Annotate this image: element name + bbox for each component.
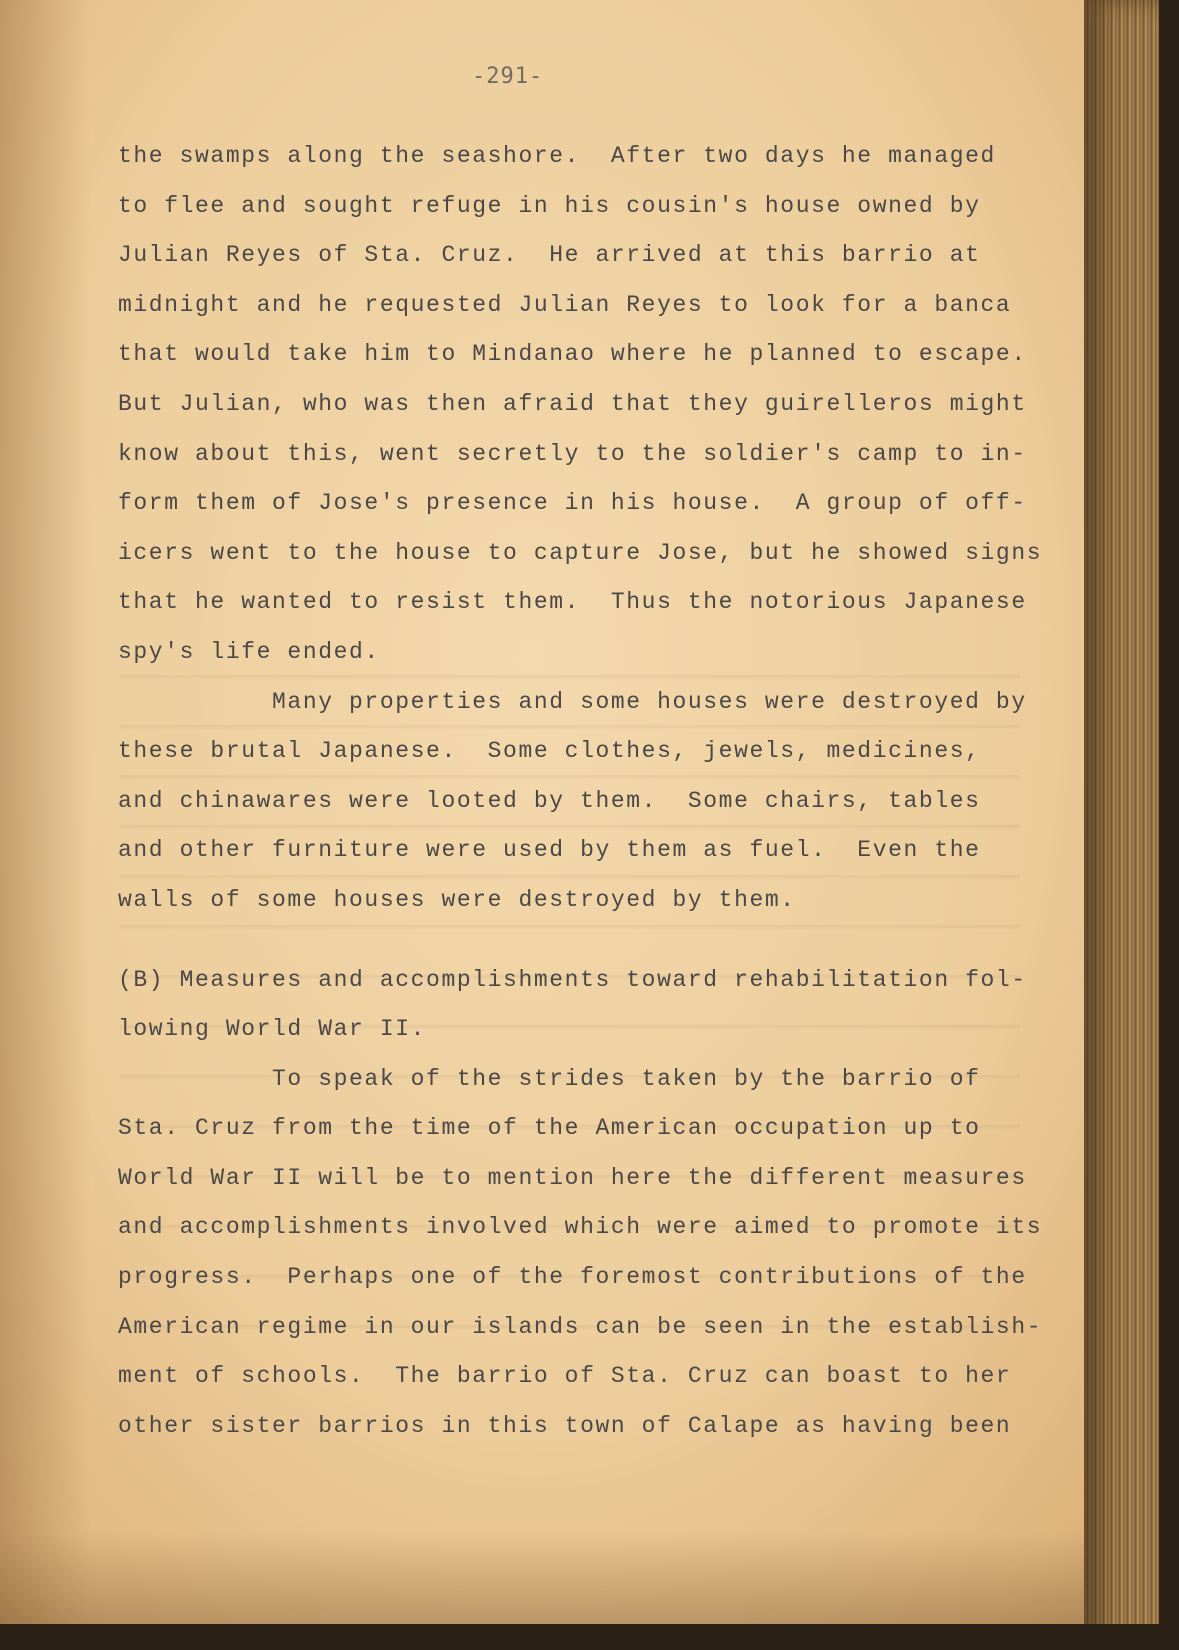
text-line: Many properties and some houses were destroyed by [118,688,1027,715]
text-line: spy's life ended. [118,638,380,665]
text-line: other sister barrios in this town of Calape as having been [118,1412,1012,1439]
section-gap [118,926,1018,956]
text-line: the swamps along the seashore. After two days he managed [118,143,996,169]
bottom-dark-band [0,1624,1179,1650]
text-line: ment of schools. The barrio of Sta. Cruz can boast to her [118,1363,1012,1390]
book-page-edges [1084,0,1179,1650]
text-line: To speak of the strides taken by the barrio of [118,1065,981,1092]
text-line: and accomplishments involved which were aimed to promote its [118,1214,1043,1241]
text-line: form them of Jose's presence in his house. A group of off- [118,490,1027,517]
text-line: walls of some houses were destroyed by them. [118,886,796,913]
section-heading: lowing World War II. [118,1016,427,1043]
text-line: midnight and he requested Julian Reyes to look for a banca [118,291,1012,318]
text-line: But Julian, who was then afraid that they guirelleros might [118,390,1027,417]
section-heading: (B) Measures and accomplishments toward rehabilitation fol- [118,966,1027,993]
text-line: to flee and sought refuge in his cousin's house owned by [118,192,981,219]
text-line: and chinawares were looted by them. Some chairs, tables [118,787,981,814]
body-text [118,132,1043,1451]
text-line: these brutal Japanese. Some clothes, jewels, medicines, [118,738,981,765]
text-line: and other furniture were used by them as fuel. Even the [118,837,981,864]
text-line: icers went to the house to capture Jose, but he showed signs [118,539,1043,566]
text-line: that would take him to Mindanao where he planned to escape. [118,341,1027,368]
text-line: progress. Perhaps one of the foremost contributions of the [118,1264,1027,1291]
left-shadow [0,0,90,1650]
text-line: Sta. Cruz from the time of the American occupation up to [118,1115,981,1142]
text-line: know about this, went secretly to the soldier's camp to in- [118,440,1027,467]
text-line: World War II will be to mention here the different measures [118,1164,1027,1191]
text-line: Julian Reyes of Sta. Cruz. He arrived at this barrio at [118,242,981,269]
page-number: -291- [472,64,544,89]
text-line: that he wanted to resist them. Thus the notorious Japanese [118,589,1027,616]
text-line: American regime in our islands can be seen in the establish- [118,1313,1043,1340]
